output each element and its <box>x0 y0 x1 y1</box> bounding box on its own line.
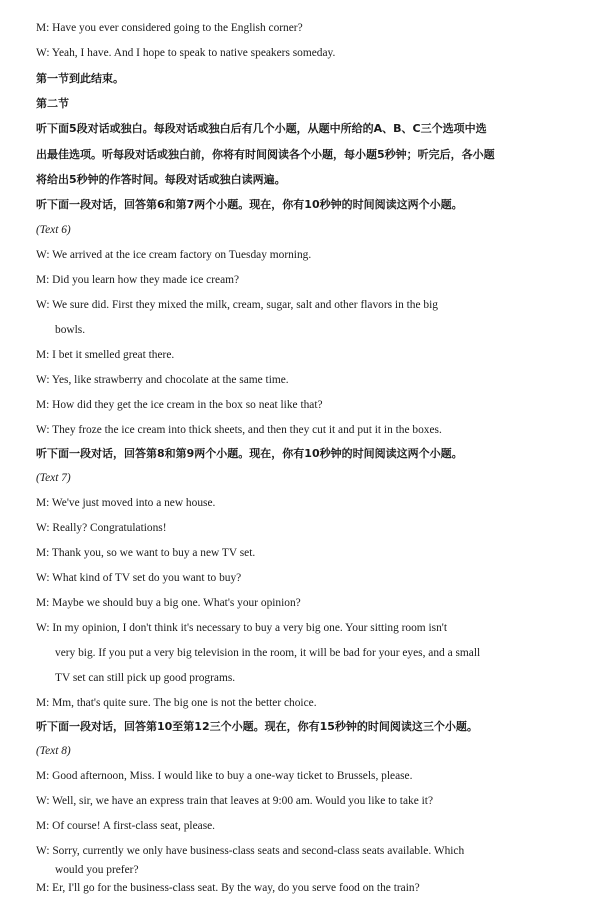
instruction-line: 出最佳选项。听每段对话或独白前，你将有时间阅读各个小题，每小题5秒钟；听完后，各小题 <box>36 148 495 161</box>
dialogue-continuation: bowls. <box>55 324 86 336</box>
dialogue-line: W: In my opinion, I don't think it's necessary to buy a very big one. Your sitting room isn't <box>36 622 448 634</box>
instruction-line: 听下面一段对话，回答第6和第7两个小题。现在，你有10秒钟的时间阅读这两个小题。 <box>36 198 463 211</box>
dialogue-continuation: very big. If you put a very big television in the room, it will be bad for your eyes, and a small <box>55 647 481 659</box>
dialogue-line: W: Really? Congratulations! <box>36 522 167 534</box>
dialogue-line: M: Er, I'll go for the business-class seat. By the way, do you serve food on the train? <box>36 882 420 894</box>
dialogue-line: M: Did you learn how they made ice cream? <box>36 274 240 286</box>
text-label: (Text 7) <box>36 472 71 484</box>
dialogue-line: W: Yeah, I have. And I hope to speak to native speakers someday. <box>36 47 336 59</box>
instruction-line: 将给出5秒钟的作答时间。每段对话或独白读两遍。 <box>36 173 286 186</box>
dialogue-line: W: Yes, like strawberry and chocolate at the same time. <box>36 374 289 386</box>
dialogue-line: M: How did they get the ice cream in the box so neat like that? <box>36 399 323 411</box>
dialogue-line: M: Of course! A first-class seat, please. <box>36 820 216 832</box>
dialogue-line: M: We've just moved into a new house. <box>36 497 216 509</box>
text-label: (Text 8) <box>36 745 71 757</box>
dialogue-line: M: Mm, that's quite sure. The big one is not the better choice. <box>36 697 317 709</box>
dialogue-line: W: We arrived at the ice cream factory on Tuesday morning. <box>36 249 312 261</box>
dialogue-line: W: What kind of TV set do you want to buy? <box>36 572 242 584</box>
section-heading: 第二节 <box>36 97 69 110</box>
dialogue-line: W: Well, sir, we have an express train that leaves at 9:00 am. Would you like to take it? <box>36 795 434 807</box>
section-end-note: 第一节到此结束。 <box>36 72 124 85</box>
dialogue-line: M: Have you ever considered going to the English corner? <box>36 22 303 34</box>
dialogue-line: M: Maybe we should buy a big one. What's your opinion? <box>36 597 301 609</box>
dialogue-line: M: Good afternoon, Miss. I would like to buy a one-way ticket to Brussels, please. <box>36 770 413 782</box>
dialogue-line: W: They froze the ice cream into thick sheets, and then they cut it and put it in the boxes. <box>36 424 442 436</box>
dialogue-line: W: We sure did. First they mixed the milk, cream, sugar, salt and other flavors in the big <box>36 299 438 311</box>
instruction-line: 听下面5段对话或独白。每段对话或独白后有几个小题，从题中所给的A、B、C三个选项中选 <box>36 122 487 135</box>
instruction-line: 听下面一段对话，回答第10至第12三个小题。现在，你有15秒钟的时间阅读这三个小题。 <box>36 720 478 733</box>
dialogue-continuation: TV set can still pick up good programs. <box>55 672 236 684</box>
dialogue-line: M: I bet it smelled great there. <box>36 349 175 361</box>
dialogue-continuation: would you prefer? <box>55 864 139 876</box>
instruction-line: 听下面一段对话，回答第8和第9两个小题。现在，你有10秒钟的时间阅读这两个小题。 <box>36 447 463 460</box>
dialogue-line: M: Thank you, so we want to buy a new TV set. <box>36 547 256 559</box>
text-label: (Text 6) <box>36 224 71 236</box>
dialogue-line: W: Sorry, currently we only have business-class seats and second-class seats available. Which <box>36 845 465 857</box>
